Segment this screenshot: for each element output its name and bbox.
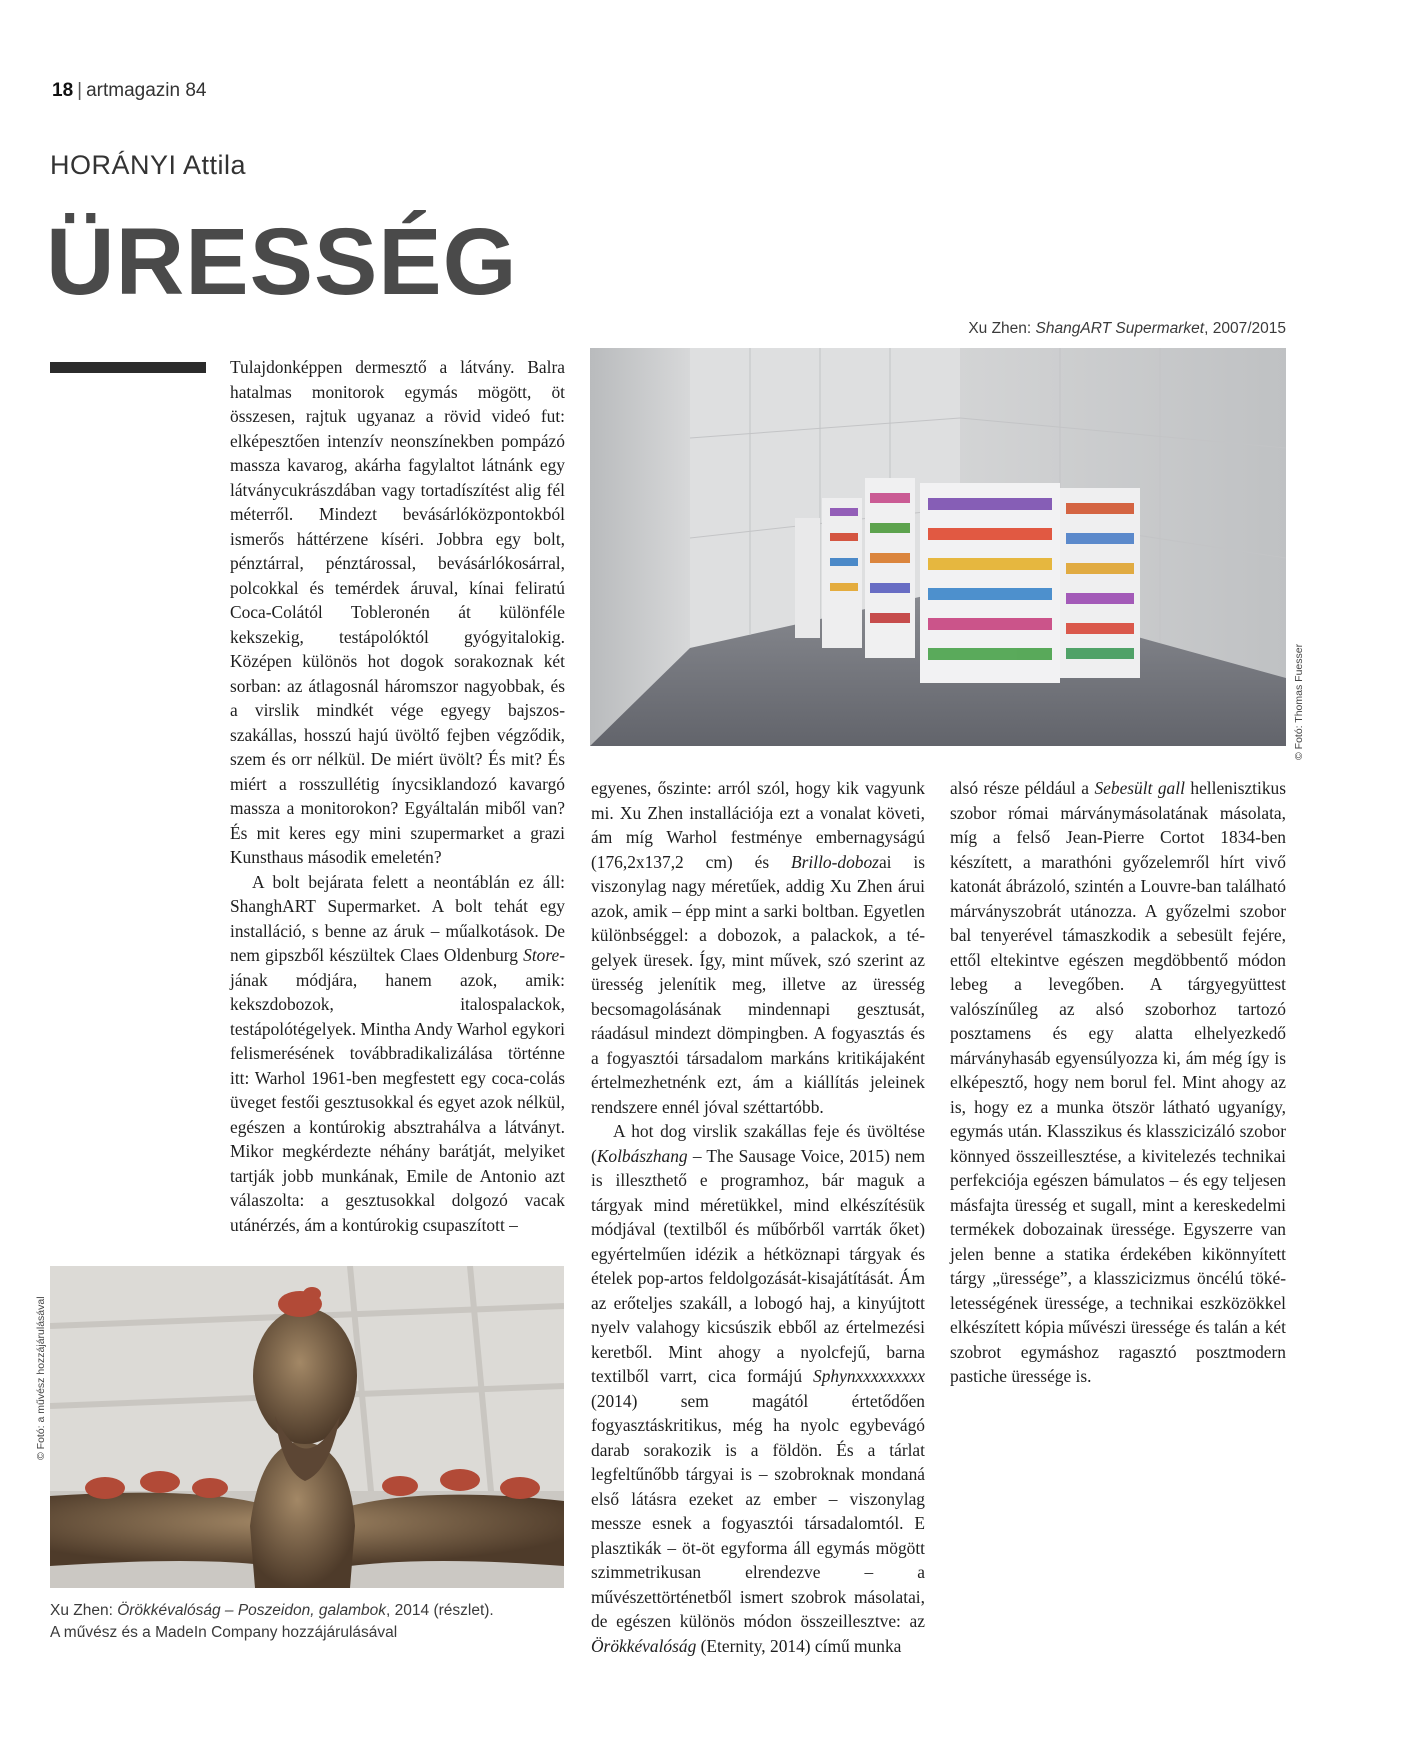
header-separator: | (77, 80, 83, 101)
bottom-caption-line-2: A művész és a MadeIn Company hozzájárulásával (50, 1624, 398, 1641)
text-run: -jának módjára, hanem azok, amik: kekszdobozok, italospalackok, testápolótégelyek. Mintha Andy Warhol egykori felismerésének továbbradikalizálása történne itt: Warhol 1961-ben megfestett egy coca-colás üveget festői gesztusokkal és egyet azok nélkül, egészen a kontúrokig absztrahálva a látványt. Mikor megkérdezte néhány barátját, melyiket tartják jobb munkának, Emile de Antonio azt válaszolta: a gesztusokkal dolgozó vacak utánérzés, ám a kontúrokig csupaszított – (230, 945, 565, 1235)
bottom-caption-artist: Xu Zhen: (50, 1602, 118, 1619)
article-title: ÜRESSÉG (46, 209, 518, 315)
body-paragraph (591, 1119, 925, 1658)
text-run: hellenisztikus szobor római márványmásolatának másolata, míg a felső Jean-Pierre Cortot 1834-ben készített, a marathóni győzelemről hírt vivő katonát ábrázoló, szintén a Louvre-ban található márványszobrát utánozza. A győzelmi szobor bal tenyerével támaszkodik a sebesült fejére, ettől eltekintve egészen megdöbbentő módon lebeg a levegőben. A tárgyegyüttest valószínűleg az alsó szoborhoz tartozó posztamens és egy alatta elhelyezkedő márványhasáb egyensúlyozza ki, ám még így is elképesztő, hogy nem borul fel. Mint ahogy az is, hogy ez a munka ötször látható ugyanígy, egymás után. Klasszikus és klasszicizáló szobor könnyed összeillesztése, a kivitelezés technikai perfekciója egészen bámulatos – és egy teljesen másfajta üresség et sugall, mint a kereskedelmi termékek dobozainak üressége. Egyszerre van jelen benne a statika érdekében kikönnyített tárgy „üressége”, a klasszicizmus öncélú tökéletességének üressége, a technikai eszközökkel elkészített kópia művészi üressége és talán a két szobrot egymáshoz ragasztó posztmodern pastiche üressége is. (950, 778, 1287, 1386)
supermarket-illustration (590, 348, 1286, 746)
body-column-1 (230, 355, 565, 1237)
body-paragraph (950, 776, 1286, 1389)
text-run: alsó része például a (950, 778, 1095, 798)
statue-illustration (50, 1266, 564, 1588)
body-paragraph (230, 870, 565, 1238)
text-run: egyenes, őszinte: arról szól, hogy kik vagyunk mi. Xu Zhen installációja ezt a vonalat követi, ám míg Warhol festménye embernagyságú (176,2x137,2 cm) és (591, 778, 925, 872)
body-paragraph (591, 776, 925, 1119)
work-title: Sebesült gall (1094, 778, 1185, 798)
page-number: 18 (52, 80, 74, 101)
text-run: ai is viszonylag nagy méretűek, addig Xu Zhen árui azok, amik – épp mint a sarki boltban. Egyetlen különbséggel: a dobozok, a palackok, a tégelyek üresek. Így, mint művek, szó szerint az üresség jelenítik meg, illetve az üresség becsomagolásának mindennapi gesztusát, ráadásul mindezt dömpingben. A fogyasztás és a fogyasztói társadalom markáns kritikájaként értelmezhetnénk ezt, ám a kiállítás jeleinek rendszere ennél jóval széttartóbb. (591, 851, 926, 1117)
work-title: Sphynxxxxxxxxx (813, 1366, 925, 1386)
statue-photo (50, 1266, 564, 1588)
body-column-2 (591, 776, 925, 1658)
page-header (52, 80, 206, 102)
body-column-3 (950, 776, 1286, 1389)
bottom-photo-credit: © Fotó: a művész hozzájárulásával (35, 1296, 47, 1460)
top-caption-work: ShangART Supermarket (1035, 320, 1205, 337)
text-run: – The Sausage Voice, 2015) nem is illeszthető e programhoz, bár maguk a tárgyak mind méretükkel, mind elkészítésük módjával (textilből és műbőrből varrták őket) egyértelműen idézik a hétköznapi tárgyak és ételek pop-artos feldolgozását-kisajátítását. Ám az erőteljes szakáll, a lobogó haj, a kinyújtott nyelv valahogy kicsúszik ebből az értelmezési keretből. Mint ahogy a nyolcfejű, barna textilből varrt, cica formájú (591, 1145, 925, 1386)
text-run: A hot dog virslik szakállas feje és üvöltése ( (591, 1121, 925, 1166)
bottom-image-caption (50, 1600, 494, 1644)
top-photo-credit: © Fotó: Thomas Fuesser (1293, 643, 1305, 760)
work-title: Store (523, 945, 560, 965)
top-caption-artist: Xu Zhen: (968, 320, 1036, 337)
text-run: A bolt bejárata felett a neontáblán ez áll: ShanghART Supermarket. A bolt tehát egy installáció, s benne az áruk – műalkotások. De nem gipszből készültek Claes Oldenburg (230, 871, 565, 965)
author-name: HORÁNYI Attila (50, 150, 247, 180)
work-title: Brillo-doboz (791, 851, 879, 872)
paragraph-1: Tulajdonképpen dermesztő a látvány. Balra hatalmas monitorok egymás mögött, öt összesen, rajtuk ugyanaz a rövid videó fut: elképesztően intenzív neonszínekben pompázó massza kavarog, akárha fagylaltot látnánk egy látványcukrászdában vagy tortadíszítést alig fél méterről. Mindezt bevásárlóközpontokból ismerős háttérzene kíséri. Jobbra egy bolt, pénztárral, pénztárossal, bevásárlókosárral, polcokkal és temérdek áruval, kínai feliratú Coca-Colától Tobleronén át különféle kekszekig, testápolóktól gyógyitalokig. Középen különös hot dogok sorakoznak két sorban: az átlagosnál háromszor nagyobbak, és a virslik mindkét vége egyegy bajszos-szakállas, hosszú hajú üvöltő fejben végződik, szem és orr nélkül. De miért üvölt? És mit? És miért a rosszullétig ínycsiklandozó kavargó massza a monitorokon? Egyáltalán miből van? És mit keres egy mini szupermarket a grazi Kunsthaus második emeletén? (230, 357, 565, 867)
top-image-caption (968, 320, 1286, 338)
bottom-caption-line-1 (50, 1600, 494, 1622)
text-run: (2014) sem magától értetődően fogyasztáskritikus, még ha nyolc egybevágó darab sorakozik is a földön. És a tárlat legfeltűnőbb tárgyai is – szobroknak mondaná első látásra ezeket az ember – viszonylag messze esnek a fogyasztói társadalomtól. E plasztikák – öt-öt egyforma áll egymás mögött szimmetrikusan elrendezve – a művészettörténetből ismert szobrok másolatai, de egészen különös módon összeillesztve: az (591, 1390, 925, 1631)
work-title: Örökkévalóság (591, 1635, 697, 1656)
top-caption-year: , 2007/2015 (1204, 320, 1286, 337)
magazine-name: artmagazin 84 (86, 80, 207, 101)
bottom-caption-work: Örökkévalóság – Poszeidon, galambok (117, 1602, 387, 1619)
work-title: Kolbászhang (596, 1145, 688, 1166)
title-rule (50, 362, 206, 373)
bottom-caption-year: , 2014 (részlet). (386, 1602, 494, 1619)
supermarket-photo (590, 348, 1286, 746)
text-run: (Eternity, 2014) című munka (696, 1635, 902, 1656)
